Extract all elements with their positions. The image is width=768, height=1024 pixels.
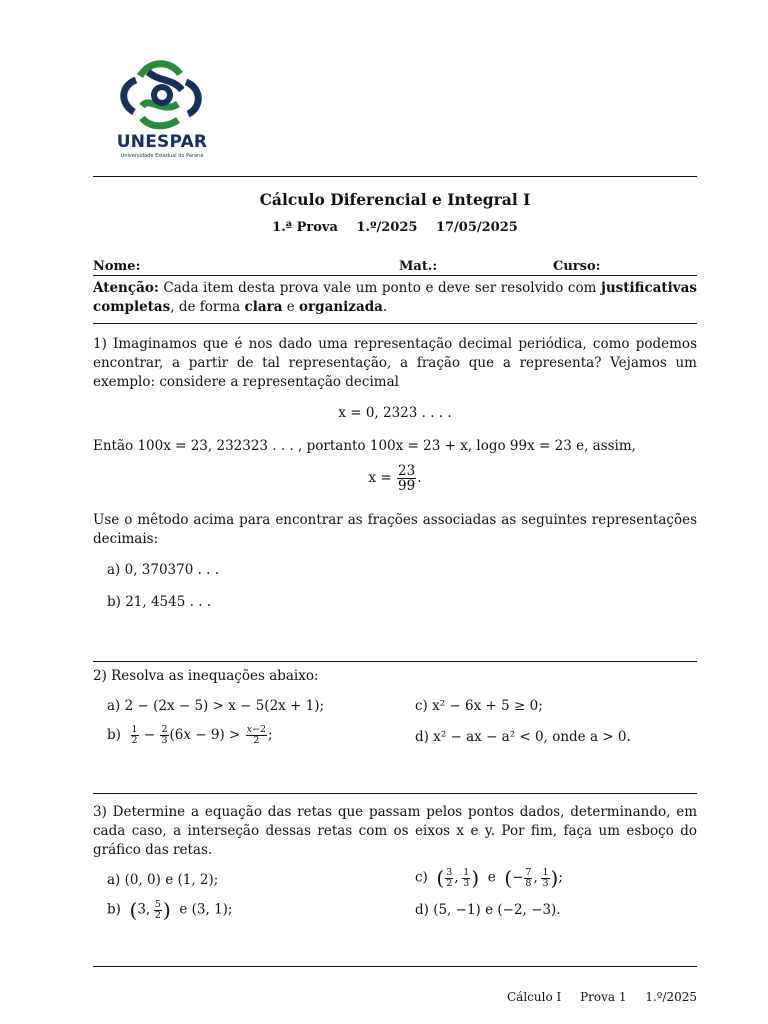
exam-number: 1.ª Prova	[272, 220, 338, 235]
question-1-intro: 1) Imaginamos que é nos dado uma representação decimal periódica, como podemos encontrar, a partir de tal representação, a fração que a representa? Vejamos um exemplo: considere a representação decimal	[93, 336, 697, 390]
page-title: Cálculo Diferencial e Integral I	[259, 190, 531, 209]
section-divider	[93, 323, 697, 324]
footer-divider	[93, 966, 697, 967]
question-2-item-c: c) x² − 6x + 5 ≥ 0;	[415, 698, 543, 714]
question-3-item-c: c) ( $\frac{3}{2}$ , $\frac{1}{3}$ ) e (− $\frac{7}{8}$ , $\frac{1}{3}$ );	[415, 866, 563, 890]
question-1-then: Então 100x = 23, 232323 . . . , portanto 100x = 23 + x, logo 99x = 23 e, assim,	[93, 438, 636, 454]
question-3-item-d: d) (5, −1) e (−2, −3).	[415, 902, 561, 918]
page-footer	[93, 990, 697, 1004]
section-divider	[93, 661, 697, 662]
notice: Atenção: Cada item desta prova vale um ponto e deve ser resolvido com justificativas completas, de forma clara e organizada.	[93, 280, 697, 315]
question-3-intro: 3) Determine a equação das retas que passam pelos pontos dados, determinando, em cada caso, a interseção dessas retas com os eixos x e y. Por fim, faça um esboço do gráfico das retas.	[93, 804, 697, 858]
notice-label: Atenção:	[93, 280, 159, 296]
exam-info	[93, 220, 697, 235]
question-2-item-b: b) $\frac{1}{2}$ − $\frac{2}{3}$ (6x − 9) > $\frac{x-2}{2}$ ;	[107, 724, 273, 746]
question-2-item-d: d) x² − ax − a² < 0, onde a > 0.	[415, 729, 631, 745]
unespar-emblem-icon	[110, 56, 214, 130]
logo-subtitle: Universidade Estadual do Paraná	[120, 153, 204, 159]
section-divider	[93, 793, 697, 794]
question-1-item-a: a) 0, 370370 . . .	[107, 562, 220, 578]
fields-underline	[93, 275, 697, 276]
logo-name: UNESPAR	[116, 132, 208, 152]
question-2-item-a: a) 2 − (2x − 5) > x − 5(2x + 1);	[107, 698, 325, 714]
mat-field-label: Mat.:	[399, 259, 438, 274]
question-1-equation-1: x = 0, 2323 . . . .	[338, 405, 452, 421]
question-3-item-a: a) (0, 0) e (1, 2);	[107, 872, 219, 888]
footer-exam: Prova 1	[580, 990, 627, 1004]
footer-semester: 1.º/2025	[645, 990, 697, 1004]
question-2-intro: 2) Resolva as inequações abaixo:	[93, 668, 319, 684]
course-field-label: Curso:	[553, 259, 601, 274]
question-3-item-b: b) (3, $\frac{5}{2}$ ) e (3, 1);	[107, 898, 233, 922]
footer-course: Cálculo I	[506, 990, 562, 1004]
student-fields	[93, 259, 697, 275]
question-1-instruction: Use o mêtodo acima para encontrar as frações associadas as seguintes representações decimais:	[93, 512, 697, 547]
name-field-label: Nome:	[93, 259, 141, 274]
unespar-logo	[110, 56, 214, 168]
question-1-item-b: b) 21, 4545 . . .	[107, 594, 212, 610]
question-1-equation-2: x = $\frac{23}{99}$ .	[368, 463, 422, 495]
exam-date: 17/05/2025	[435, 220, 518, 235]
header-divider	[93, 176, 697, 177]
exam-semester: 1.º/2025	[356, 220, 418, 235]
